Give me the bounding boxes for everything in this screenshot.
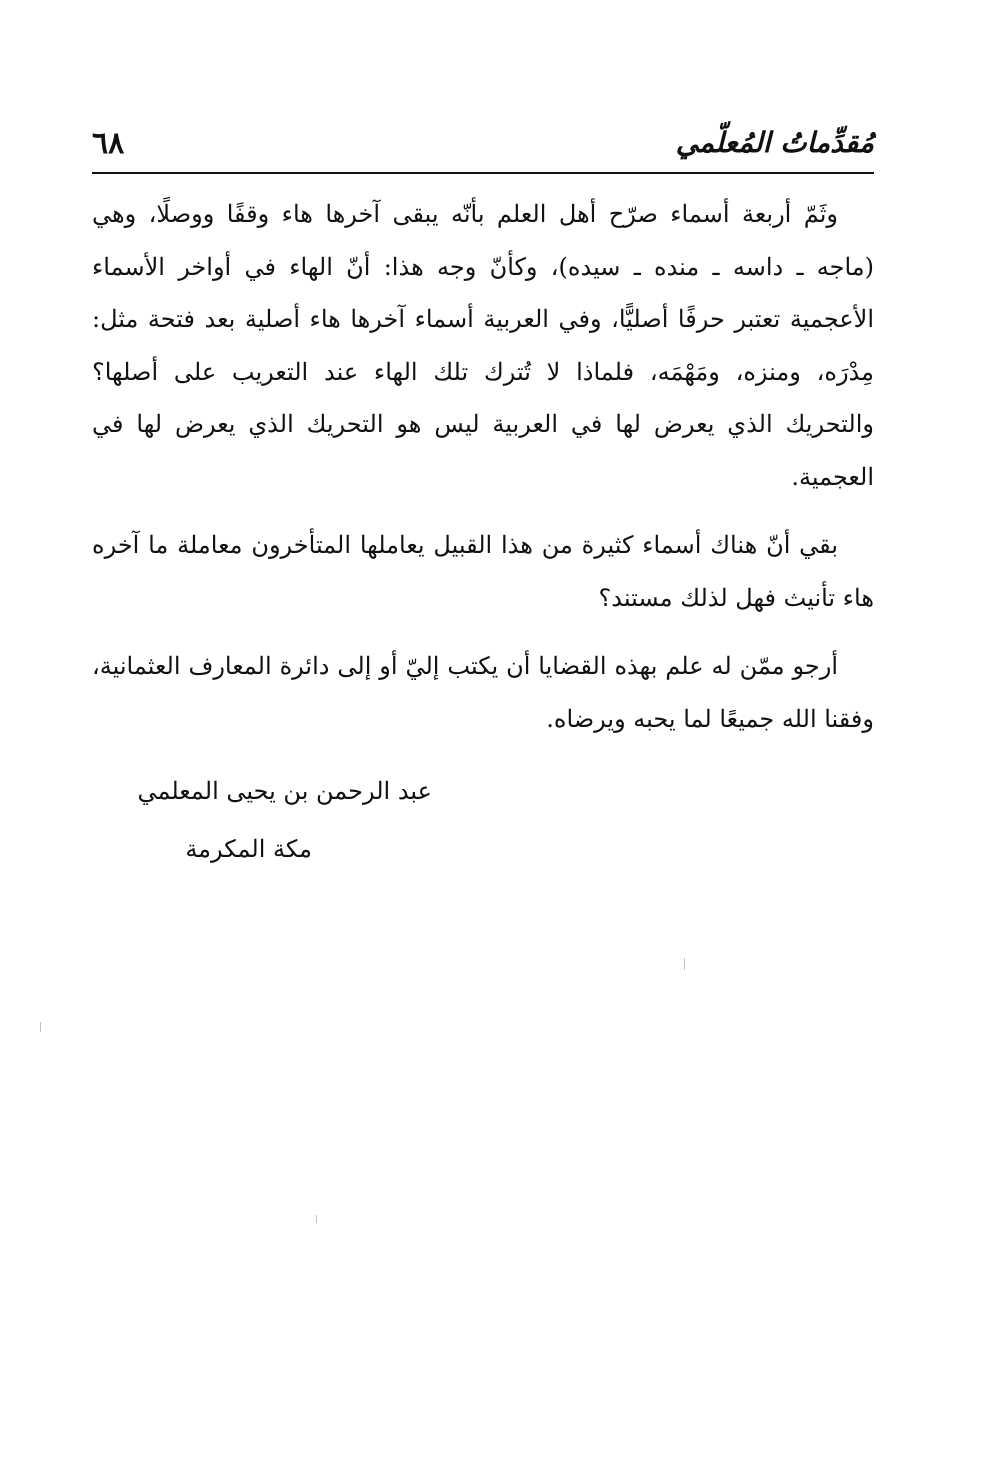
paragraph-2: بقي أنّ هناك أسماء كثيرة من هذا القبيل يعاملها المتأخرون معاملة ما آخره هاء تأنيث فهل لذلك مستند؟ [92,531,874,612]
place-name: مكة المكرمة [185,835,312,863]
signature-block [92,765,432,875]
scan-speck [40,1022,41,1032]
scan-speck [684,958,685,970]
paragraph-1: وثَمّ أربعة أسماء صرّح أهل العلم بأنّه يبقى آخرها هاء وقفًا ووصلًا، وهي (ماجه ـ داسه ـ منده ـ سيده)، وكأنّ وجه هذا: أنّ الهاء في أواخر الأسماء الأعجمية تعتبر حرفًا أصليًّا، وفي العربية أسماء آخرها هاء أصلية بعد فتحة مثل: مِدْرَه، ومنزه، ومَهْمَه، فلماذا لا تُترك تلك الهاء عند التعريب على أصلها؟ والتحريك الذي يعرض لها في العربية ليس هو التحريك الذي يعرض لها في العجمية. [92,200,874,491]
header-rule [92,172,874,174]
running-title: مُقدِّماتُ المُعلّمي [675,126,874,159]
page-number: ٦٨ [92,126,125,161]
scan-speck [316,1215,317,1223]
paragraph-3: أرجو ممّن له علم بهذه القضايا أن يكتب إليّ أو إلى دائرة المعارف العثمانية، وفقنا الله جميعًا لما يحبه ويرضاه. [92,652,874,733]
page-header [92,122,874,168]
author-name: عبد الرحمن بن يحيى المعلمي [137,777,432,805]
body-text [92,188,874,745]
